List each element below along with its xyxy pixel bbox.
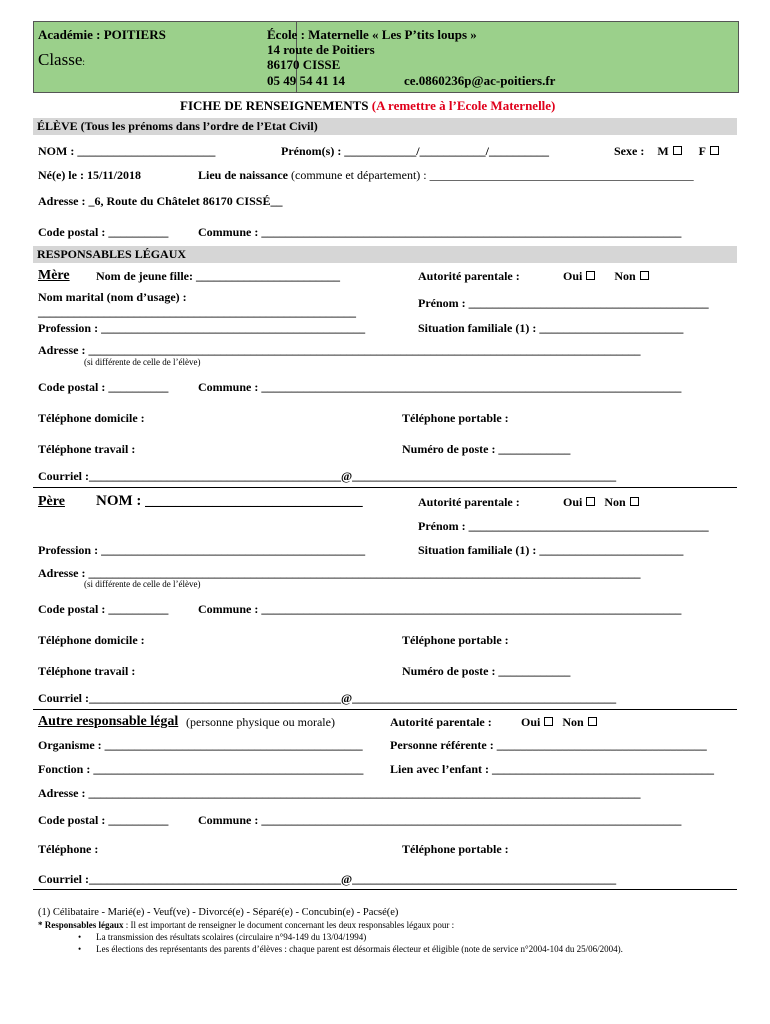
form-title: FICHE DE RENSEIGNEMENTS (A remettre à l’Ecole Maternelle) [180, 98, 556, 113]
pere-tel-domicile[interactable]: Téléphone domicile : [38, 633, 145, 647]
bullet-icon: • [78, 932, 82, 942]
autre-adresse[interactable]: Adresse : ____________________________________________________________________________________________ [38, 786, 641, 800]
mere-situation[interactable]: Situation familiale (1) : ________________________ [418, 321, 684, 335]
bullet-icon: • [78, 944, 82, 954]
mere-nom-marital-line[interactable]: _____________________________________________________ [38, 305, 356, 319]
footer-bullet-1: • La transmission des résultats scolaires (circulaire n°94-149 du 13/04/1994) [78, 932, 367, 942]
mere-pere-divider [33, 487, 737, 488]
ecole-city: 86170 CISSE [267, 57, 341, 72]
mere-tel-travail[interactable]: Téléphone travail : [38, 442, 136, 456]
mere-courriel[interactable]: Courriel :__________________________________________@____________________________________________ [38, 469, 617, 483]
autre-lien-enfant[interactable]: Lien avec l’enfant : _____________________________________ [390, 762, 714, 776]
pere-prenom[interactable]: Prénom : ________________________________________ [418, 519, 709, 533]
header-box [33, 21, 739, 93]
footer-bullet-2: • Les élections des représentants des parents d’élèves : chaque parent est désormais électeur et éligible (note de service n°2004-104 du 25/06/2004). [78, 944, 623, 954]
pere-adresse[interactable]: Adresse : ____________________________________________________________________________________________ [38, 566, 641, 580]
pere-autre-divider [33, 709, 737, 710]
mere-adresse[interactable]: Adresse : ____________________________________________________________________________________________ [38, 343, 641, 357]
mere-nom-marital-label: Nom marital (nom d’usage) : [38, 290, 187, 304]
mere-tel-portable[interactable]: Téléphone portable : [402, 411, 509, 425]
pere-courriel[interactable]: Courriel :__________________________________________@____________________________________________ [38, 691, 617, 705]
mere-oui-checkbox[interactable] [586, 271, 595, 280]
eleve-sexe: Sexe : M F [614, 144, 719, 159]
eleve-section-header: ÉLÈVE (Tous les prénoms dans l’ordre de l’Etat Civil) [33, 118, 737, 135]
mere-tel-domicile[interactable]: Téléphone domicile : [38, 411, 145, 425]
eleve-commune[interactable]: Commune : ______________________________________________________________________ [198, 225, 682, 239]
eleve-date-naissance[interactable]: Né(e) le : 15/11/2018 [38, 168, 141, 182]
ecole-address: 14 route de Poitiers [267, 42, 375, 57]
pere-poste[interactable]: Numéro de poste : ____________ [402, 664, 571, 678]
eleve-lieu-naissance[interactable]: Lieu de naissance (commune et département) : ____________________________________________ [198, 168, 694, 182]
responsables-section-header: RESPONSABLES LÉGAUX [33, 246, 737, 263]
pere-tel-portable[interactable]: Téléphone portable : [402, 633, 509, 647]
autre-fonction[interactable]: Fonction : _____________________________________________ [38, 762, 364, 776]
pere-profession[interactable]: Profession : ____________________________________________ [38, 543, 366, 557]
mere-poste[interactable]: Numéro de poste : ____________ [402, 442, 571, 456]
mere-profession[interactable]: Profession : ____________________________________________ [38, 321, 366, 335]
ecole-phone: 05 49 54 41 14 [267, 73, 345, 88]
autre-tel-portable[interactable]: Téléphone portable : [402, 842, 509, 856]
footer-divider [33, 889, 737, 890]
autre-courriel[interactable]: Courriel :__________________________________________@____________________________________________ [38, 872, 617, 886]
pere-non-checkbox[interactable] [630, 497, 639, 506]
autre-title: Autre responsable légal [38, 714, 179, 729]
pere-nom[interactable]: NOM : _____________________________ [96, 493, 363, 509]
autre-autorite-label: Autorité parentale : [390, 715, 492, 729]
footer-situations: (1) Célibataire - Marié(e) - Veuf(ve) - Divorcé(e) - Séparé(e) - Concubin(e) - Pacsé(e) [38, 907, 399, 918]
eleve-nom[interactable]: NOM : _______________________ [38, 144, 216, 158]
mere-commune[interactable]: Commune : ______________________________________________________________________ [198, 380, 682, 394]
autre-commune[interactable]: Commune : ______________________________________________________________________ [198, 813, 682, 827]
pere-adresse-note: (si différente de celle de l’élève) [84, 579, 201, 589]
classe-label: Classe: [38, 50, 85, 69]
mere-autorite-options: Oui Non [563, 269, 649, 284]
pere-commune[interactable]: Commune : ______________________________________________________________________ [198, 602, 682, 616]
sexe-f-checkbox[interactable] [710, 146, 719, 155]
pere-title: Père [38, 494, 65, 509]
pere-oui-checkbox[interactable] [586, 497, 595, 506]
autre-title-note: (personne physique ou morale) [186, 715, 335, 729]
mere-adresse-note: (si différente de celle de l’élève) [84, 357, 201, 367]
ecole-name: École : Maternelle « Les P’tits loups » [267, 27, 477, 42]
eleve-adresse[interactable]: Adresse : _6, Route du Châtelet 86170 CISSÉ__ [38, 194, 283, 208]
autre-organisme[interactable]: Organisme : ___________________________________________ [38, 738, 363, 752]
autre-oui-checkbox[interactable] [544, 717, 553, 726]
autre-autorite-options: Oui Non [521, 715, 597, 730]
mere-nom-jeune-fille[interactable]: Nom de jeune fille: ________________________ [96, 269, 340, 283]
pere-autorite-options: Oui Non [563, 495, 639, 510]
pere-situation[interactable]: Situation familiale (1) : ________________________ [418, 543, 684, 557]
autre-non-checkbox[interactable] [588, 717, 597, 726]
mere-prenom[interactable]: Prénom : ________________________________________ [418, 296, 709, 310]
sexe-m-checkbox[interactable] [673, 146, 682, 155]
mere-code-postal[interactable]: Code postal : __________ [38, 380, 169, 394]
mere-autorite-label: Autorité parentale : [418, 269, 520, 283]
academie: Académie : POITIERS [38, 27, 166, 42]
ecole-email: ce.0860236p@ac-poitiers.fr [404, 73, 556, 88]
pere-autorite-label: Autorité parentale : [418, 495, 520, 509]
autre-code-postal[interactable]: Code postal : __________ [38, 813, 169, 827]
mere-non-checkbox[interactable] [640, 271, 649, 280]
eleve-code-postal[interactable]: Code postal : __________ [38, 225, 169, 239]
eleve-prenoms[interactable]: Prénom(s) : ____________/___________/__________ [281, 144, 549, 158]
pere-code-postal[interactable]: Code postal : __________ [38, 602, 169, 616]
mere-title: Mère [38, 268, 70, 283]
pere-tel-travail[interactable]: Téléphone travail : [38, 664, 136, 678]
autre-personne-referente[interactable]: Personne référente : ___________________________________ [390, 738, 707, 752]
footer-responsables: * Responsables légaux : Il est important de renseigner le document concernant les deux responsables légaux pour : [38, 920, 455, 930]
autre-telephone[interactable]: Téléphone : [38, 842, 99, 856]
